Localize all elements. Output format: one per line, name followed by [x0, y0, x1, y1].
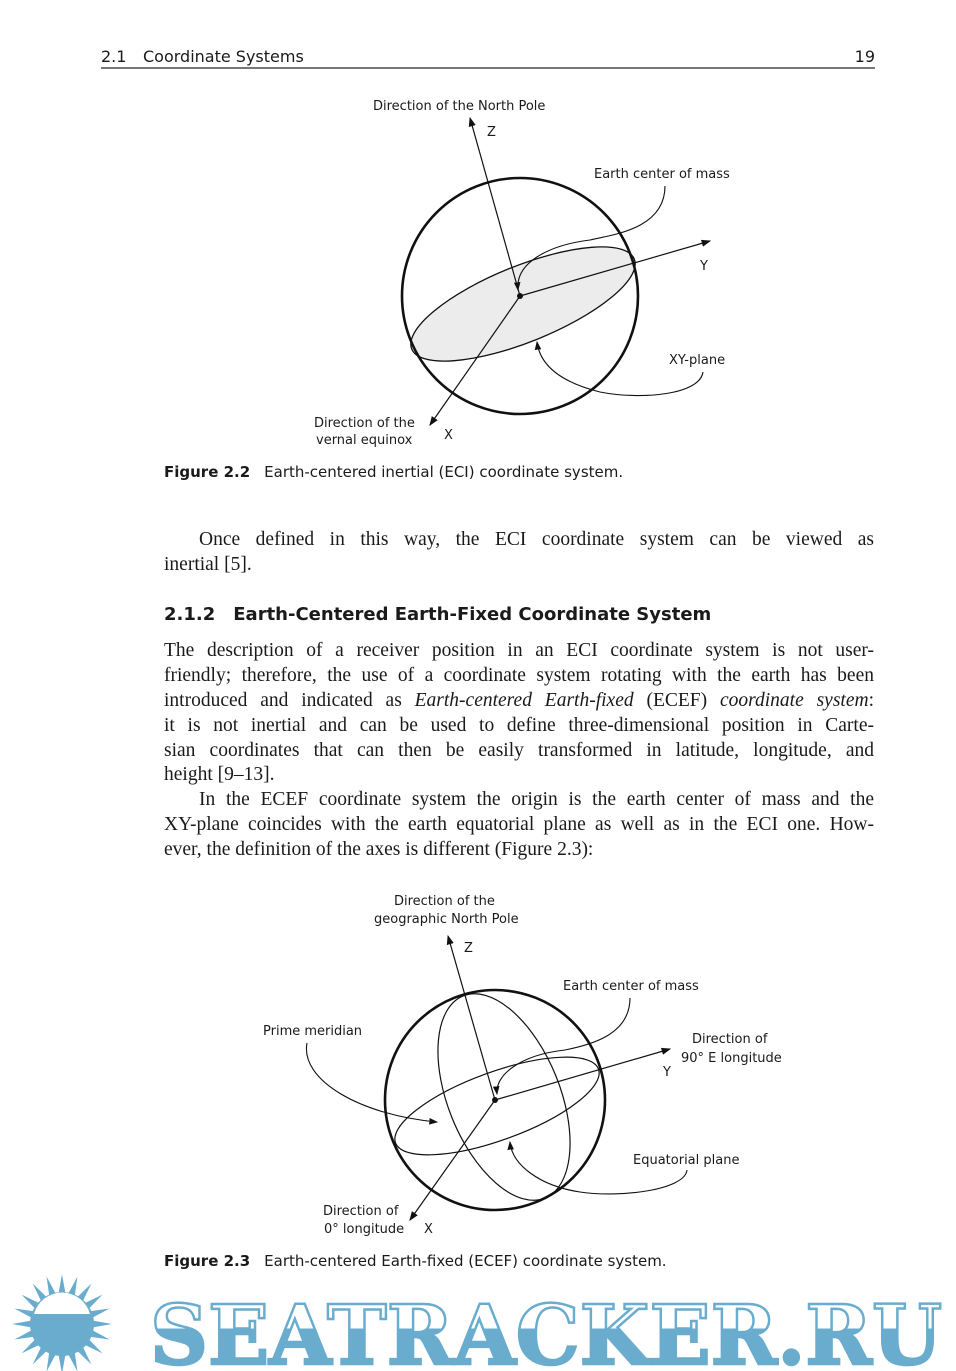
figure-ecef-diagram — [0, 880, 956, 1240]
watermark-text: SEATRACKER.RU — [150, 1288, 942, 1371]
caption-text: Earth-centered inertial (ECI) coordinate system. — [264, 463, 624, 481]
page-number: 19 — [854, 47, 875, 66]
text-line: inertial [5]. — [164, 553, 252, 575]
label-x-2: 0° longitude — [324, 1222, 405, 1237]
z-axis — [470, 118, 520, 296]
label-center-of-mass: Earth center of mass — [594, 167, 730, 182]
text-line: The description of a receiver position in an ECI coordinate system is not user- — [164, 640, 874, 661]
label-x: X — [444, 428, 453, 443]
text-line: introduced and indicated as Earth-centered Earth-fixed (ECEF) coordinate system: — [164, 689, 874, 711]
text-line: Once defined in this way, the ECI coordinate system can be viewed as — [199, 529, 874, 550]
label-y: Y — [700, 259, 708, 274]
label-equinox-2: vernal equinox — [316, 433, 413, 448]
label-center-of-mass: Earth center of mass — [563, 979, 699, 994]
figure-2-3-caption — [164, 1252, 667, 1270]
label-prime-meridian: Prime meridian — [263, 1024, 363, 1039]
equatorial-plane-ellipse — [384, 1037, 610, 1175]
label-east-1: Direction of — [692, 1032, 768, 1047]
label-xy-plane: XY-plane — [669, 353, 726, 368]
caption-number: Figure 2.3 — [164, 1252, 251, 1270]
header-section-number: 2.1 — [101, 47, 127, 66]
label-y: Y — [663, 1065, 671, 1080]
figure-2-2-caption — [164, 463, 623, 481]
watermark — [0, 1272, 956, 1371]
text-line: height [9–13]. — [164, 764, 275, 786]
header-title: Coordinate Systems — [143, 47, 304, 66]
caption-text: Earth-centered Earth-fixed (ECEF) coordinate system. — [264, 1252, 667, 1270]
section-number: 2.1.2 — [164, 604, 216, 625]
label-z: Z — [464, 941, 473, 956]
section-title: Earth-Centered Earth-Fixed Coordinate System — [233, 604, 712, 625]
text-line: it is not inertial and can be used to define three-dimensional position in Carte- — [164, 714, 874, 736]
text-line: friendly; therefore, the use of a coordinate system rotating with the earth has been — [164, 664, 874, 686]
figure-eci-diagram — [0, 0, 956, 460]
sun-logo-icon — [12, 1274, 112, 1371]
y-axis — [495, 1049, 670, 1100]
section-heading — [164, 604, 711, 625]
label-z: Z — [487, 125, 496, 140]
text-line: XY-plane coincides with the earth equatorial plane as well as in the ECI one. How- — [164, 814, 874, 836]
z-axis — [448, 936, 495, 1100]
center-point — [492, 1097, 498, 1103]
caption-number: Figure 2.2 — [164, 463, 251, 481]
center-point — [517, 293, 523, 299]
meridian-leader — [306, 1043, 437, 1122]
label-east-2: 90° E longitude — [681, 1051, 782, 1066]
label-x: X — [424, 1222, 433, 1237]
label-north-pole: Direction of the North Pole — [373, 99, 546, 114]
xy-plane-ellipse — [398, 224, 649, 384]
paragraph-eci-inertial — [164, 528, 874, 578]
text-line: In the ECEF coordinate system the origin is the earth center of mass and the — [199, 789, 874, 811]
paragraph-ecef-intro — [164, 639, 874, 863]
text-line: ever, the definition of the axes is different (Figure 2.3): — [164, 839, 594, 861]
label-north-1: Direction of the — [394, 894, 495, 909]
label-equatorial-plane: Equatorial plane — [633, 1153, 740, 1168]
plane-leader — [537, 342, 703, 396]
text-line: sian coordinates that can then be easily transformed in latitude, longitude, and — [164, 739, 874, 761]
label-equinox-1: Direction of the — [314, 416, 415, 431]
label-north-2: geographic North Pole — [374, 912, 519, 927]
label-x-1: Direction of — [323, 1204, 399, 1219]
